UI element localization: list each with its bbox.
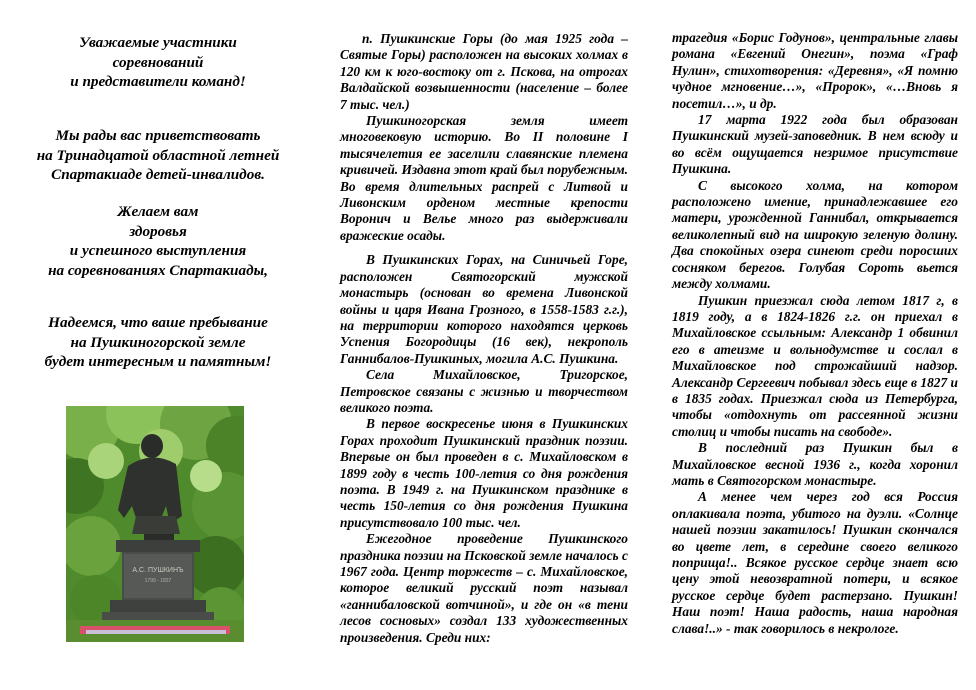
paragraph: 17 марта 1922 года был образован Пушкинский музей-заповедник. В нем всюду и во всём ощущается незримое присутствие Пушкина.	[672, 112, 958, 177]
pedestal-inscription: А.С. ПУШКИНЪ	[132, 567, 184, 574]
wishes-line: здоровья	[129, 222, 187, 240]
wishes-line: Желаем вам	[117, 203, 199, 220]
paragraph: Пушкин приезжал сюда летом 1817 г, в 1819 году, а в 1824-1826 г.г. он приехал в Михайловское ссыльным: Александр 1 обвинил его в атеизме и вольнодумстве и сослал в Михайловское под строжайший надзор. Александр Сергеевич побывал здесь еще в 1827 и в 1835 годах. Приезжал сюда из Петербурга, чтобы «отдохнуть от рассеянной жизни столиц и чтобы писать на свободе».	[672, 292, 958, 439]
paragraph: В первое воскресенье июня в Пушкинских Горах проходит Пушкинский праздник поэзии. Впервые он был проведен в с. Михайловском в 1899 году в честь 100-летия со дня рождения поэта. В 1949 г. на Пушкинском празднике в честь 150-летия со дня рождения Пушкина присутствовало 100 тыс. чел.	[340, 416, 628, 530]
wishes-line: на соревнованиях Спартакиады,	[48, 261, 268, 279]
greeting-line: соревнований	[112, 53, 204, 71]
paragraph: Пушкиногорская земля имеет многовековую историю. Во II половине I тысячелетия ее заселили славянские племена кривичей. Издавна этот край был порубежным. Во время длительных распрей с Литвой и Ливонским орденом местные крепости Воронич и Велье много раз выдерживали вражеские осады.	[340, 113, 628, 243]
pedestal-dates: 1799 - 1837	[144, 578, 172, 584]
welcome-block	[0, 126, 316, 185]
middle-text	[340, 31, 628, 646]
paragraph: А менее чем через год вся Россия оплакивала поэта, убитого на дуэли. «Солнце нашей поэзии закатилось! Пушкин скончался во цвете лет, в середине своего великого поприща!.. Всякое русское сердце знает всю цену этой невозвратной потери, и всякое русское сердце будет растерзано. Пушкин! Наш поэт! Наша радость, наша народная слава!..» - так говорилось в некрологе.	[672, 489, 958, 636]
paragraph: С высокого холма, на котором расположено имение, принадлежавшее его матери, урожденной Ганнибал, открывается великолепный вид на широкую зеленую долину. Два спокойных озера синеют среди поросших сосняком берегов. Голубая Сороть вьется между холмами.	[672, 177, 958, 292]
greeting-line: и представители команд!	[70, 73, 246, 90]
hope-line: на Пушкиногорской земле	[70, 333, 246, 351]
wishes-line: и успешного выступления	[69, 242, 247, 259]
paragraph: п. Пушкинские Горы (до мая 1925 года – Святые Горы) расположен на высоких холмах в 120 км к юго-востоку от г. Пскова, на отрогах Валдайской возвышенности (население – более 7 тыс. чел.)	[340, 31, 628, 112]
hope-line: Надеемся, что ваше пребывание	[48, 314, 268, 331]
greeting-block	[0, 33, 316, 92]
welcome-line: Спартакиаде детей-инвалидов.	[51, 166, 265, 183]
paragraph: трагедия «Борис Годунов», центральные главы романа «Евгений Онегин», поэма «Граф Нулин», стихотворения: «Деревня», «Я помню чудное мгновение…», «Пророк», «…Вновь я посетил…», и др.	[672, 30, 958, 111]
paragraph: Ежегодное проведение Пушкинского праздника поэзии на Псковской земле началось с 1967 года. Центр торжеств – с. Михайловское, которое великий русский поэт называл «ганнибаловской вотчиной», и где он «в тени лесов сосновых» создал 133 художественных произведения. Среди них:	[340, 531, 628, 645]
welcome-line: на Тринадцатой областной летней	[36, 146, 280, 164]
pushkin-monument-photo	[66, 406, 244, 642]
hope-block	[0, 313, 316, 372]
greeting-line: Уважаемые участники	[79, 34, 237, 51]
paragraph: Села Михайловское, Тригорское, Петровское связаны с жизнью и творчеством великого поэта.	[340, 367, 628, 415]
wishes-block	[0, 202, 316, 280]
hope-line: будет интересным и памятным!	[44, 353, 272, 370]
paragraph: В Пушкинских Горах, на Синичьей Горе, расположен Святогорский мужской монастырь (основан во времена Ливонской войны и царя Ивана Грозного, в 1558-1583 г.г.), на территории которого находятся церковь Успения Богородицы (16 век), некрополь Ганнибалов-Пушкиных, могила А.С. Пушкина.	[340, 252, 628, 366]
right-text	[672, 30, 958, 637]
welcome-line: Мы рады вас приветствовать	[55, 127, 261, 144]
paragraph: В последний раз Пушкин был в Михайловское весной 1936 г., когда хоронил мать в Святогорском монастыре.	[672, 440, 958, 488]
